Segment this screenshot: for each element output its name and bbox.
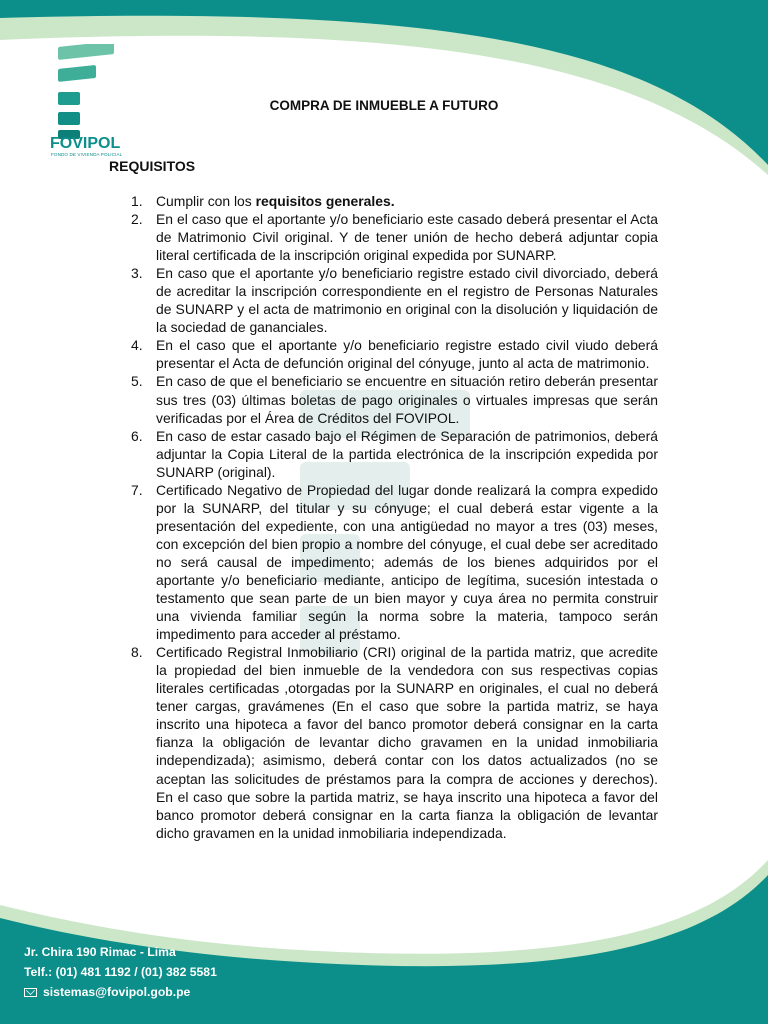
- item-number: 4.: [131, 337, 143, 354]
- logo-subtitle: FONDO DE VIVIENDA POLICIAL: [51, 152, 123, 157]
- footer-phone: Telf.: (01) 481 1192 / (01) 382 5581: [24, 965, 217, 979]
- footer-contact: [24, 942, 217, 1002]
- item-number: 2.: [131, 211, 143, 228]
- item-text: En caso de que el beneficiario se encuentre en situación retiro deberán presentar sus tres (03) últimas boletas de pago originales o virtuales impresas que serán verificadas por el Área de Créditos del FOVIPOL.: [156, 373, 658, 426]
- list-item: [131, 210, 658, 264]
- item-number: 1.: [131, 193, 143, 209]
- item-number: 7.: [131, 481, 143, 498]
- item-text: En el caso que el aportante y/o beneficiario registre estado civil viudo deberá presentar el Acta de defunción original del cónyuge, junto al acta de matrimonio.: [156, 337, 658, 372]
- item-number: 8.: [131, 644, 143, 661]
- item-text: Cumplir con los: [156, 193, 256, 209]
- page-title: COMPRA DE INMUEBLE A FUTURO: [269, 98, 499, 113]
- list-item: [131, 643, 658, 842]
- list-item: [131, 372, 658, 426]
- logo-brand-a: FOVI: [50, 135, 88, 152]
- item-text: En caso de estar casado bajo el Régimen de Separación de patrimonios, deberá adjuntar la Copia Literal de la partida electrónica de la inscripción expedida por SUNARP (original).: [156, 427, 658, 480]
- logo-brand-b: POL: [87, 135, 121, 152]
- mail-icon: [24, 988, 37, 997]
- item-text: En el caso que el aportante y/o beneficiario este casado deberá presentar el Acta de Matrimonio Civil original. Y de tener unión de hecho deberá adjuntar copia literal certificada de la inscripción original expedida por SUNARP.: [156, 211, 658, 264]
- item-text: En caso que el aportante y/o beneficiario registre estado civil divorciado, deberá de acreditar la inscripción correspondiente en el registro de Personas Naturales de SUNARP y el acta de matrimonio en original con la disolución y liquidación de la sociedad de gananciales.: [156, 265, 658, 336]
- requirements-list: [131, 192, 658, 842]
- list-item: [131, 336, 658, 372]
- list-item: [131, 427, 658, 481]
- list-item: [131, 192, 658, 210]
- list-item: [131, 264, 658, 336]
- list-item: [131, 481, 658, 643]
- logo-wordmark: [50, 136, 120, 152]
- footer-email[interactable]: sistemas@fovipol.gob.pe: [43, 985, 191, 999]
- footer-address: Jr. Chira 190 Rimac - Lima: [24, 945, 176, 959]
- item-bold-text: requisitos generales.: [255, 193, 395, 209]
- footer-email-row: [24, 982, 217, 1002]
- item-number: 6.: [131, 427, 143, 444]
- item-number: 3.: [131, 265, 143, 282]
- item-text: Certificado Registral Inmobiliario (CRI) original de la partida matriz, que acredite la propiedad del bien inmueble de la vendedora con sus respectivas copias literales certificadas ,otorgadas por la SUNARP en originales, el cual no deberá tener cargas, gravámenes (En el caso que sobre la partida matriz, se haya inscrito una hipoteca a favor del banco promotor deberá consignar en la carta fianza la obligación de levantar dicho gravamen en la unidad inmobiliaria independizada); asimismo, deberá contar con los datos actualizados (no se aceptan las solicitudes de préstamos para la compra de acciones y derechos). En el caso que sobre la partida matriz, se haya inscrito una hipoteca a favor del banco promotor deberá consignar en la carta fianza la obligación de levantar dicho gravamen en la unidad inmobiliaria independizada.: [156, 644, 658, 841]
- item-number: 5.: [131, 373, 143, 390]
- section-heading: REQUISITOS: [109, 158, 196, 174]
- item-text: Certificado Negativo de Propiedad del lugar donde realizará la compra expedido por la SUNARP, del titular y su cónyuge; el cual deberá estar vigente a la presentación del expediente, con una antigüedad no mayor a tres (03) meses, con excepción del bien propio a nombre del cónyuge, el cual debe ser acreditado no será causal de impedimento; además de los bienes adquiridos por el aportante y/o beneficiario mediante, anticipo de legítima, sucesión intestada o testamento que sean parte de un bien mayor y cuya área no permita construir una vivienda familiar según la norma sobre la materia, tampoco serán impedimento para acceder al préstamo.: [156, 481, 658, 643]
